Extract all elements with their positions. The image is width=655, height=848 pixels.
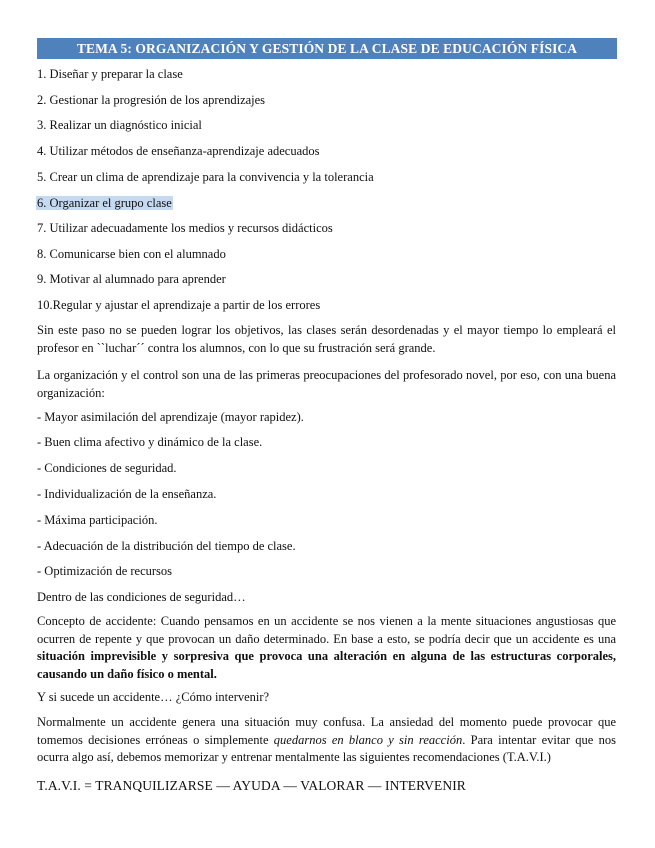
tavi-line: T.A.V.I. = TRANQUILIZARSE — AYUDA — VALORAR — INTERVENIR xyxy=(37,778,466,793)
paragraph-organization: La organización y el control son una de las primeras preocupaciones del profesorado novel, por eso, con una buena organización: xyxy=(37,368,616,400)
step-item: 5. Crear un clima de aprendizaje para la convivencia y la tolerancia xyxy=(37,170,374,184)
step-item: 4. Utilizar métodos de enseñanza-aprendizaje adecuados xyxy=(37,144,320,158)
step-item: 7. Utilizar adecuadamente los medios y recursos didácticos xyxy=(37,221,333,235)
benefit-item: - Optimización de recursos xyxy=(37,564,173,578)
benefit-item: - Adecuación de la distribución del tiempo de clase. xyxy=(37,539,296,553)
step-item-highlighted xyxy=(37,195,173,212)
confusion-tail-text: . Para intentar evitar que nos ocurra algo así, debemos memorizar y entrenar mentalmente las siguientes recomendaciones (T.A.V.I.) xyxy=(37,732,617,764)
highlighted-text: 6. Organizar el grupo clase xyxy=(37,196,172,210)
paragraph-confusion xyxy=(37,714,616,767)
step-item: 8. Comunicarse bien con el alumnado xyxy=(37,247,226,261)
paragraph-accident-concept xyxy=(37,613,616,683)
benefit-item: - Individualización de la enseñanza. xyxy=(37,487,217,501)
accident-definition-bold: situación imprevisible y sorpresiva que provoca una alteración en alguna de las estructuras corporales, causando un daño físico o mental. xyxy=(37,649,616,681)
benefit-item: - Buen clima afectivo y dinámico de la clase. xyxy=(37,435,263,449)
step-item: 2. Gestionar la progresión de los aprendizajes xyxy=(37,93,266,107)
intervention-question: Y si sucede un accidente… ¿Cómo intervenir? xyxy=(37,690,270,704)
accident-lead-text: Concepto de accidente: Cuando pensamos en un accidente se nos vienen a la mente situaciones angustiosas que ocurren de repente y que provocan un daño determinado. En base a esto, se podría decir que un accidente es una xyxy=(37,614,616,646)
safety-intro: Dentro de las condiciones de seguridad… xyxy=(37,590,246,604)
confusion-italic-text: quedarnos en blanco y sin reacción xyxy=(273,732,463,747)
paragraph-objectives: Sin este paso no se pueden lograr los objetivos, las clases serán desordenadas y el mayor tiempo lo empleará el profesor en ``luchar´´ contra los alumnos, con lo que su frustración será grande. xyxy=(37,323,616,355)
step-item: 9. Motivar al alumnado para aprender xyxy=(37,272,226,286)
step-item: 10.Regular y ajustar el aprendizaje a partir de los errores xyxy=(37,298,321,312)
step-item: 1. Diseñar y preparar la clase xyxy=(37,67,183,81)
page-title: TEMA 5: ORGANIZACIÓN Y GESTIÓN DE LA CLASE DE EDUCACIÓN FÍSICA xyxy=(37,38,617,59)
confusion-lead-text: Normalmente un accidente genera una situación muy confusa. La ansiedad del momento puede provocar que tomemos decisiones erróneas o simplemente xyxy=(37,715,616,747)
benefit-item: - Mayor asimilación del aprendizaje (mayor rapidez). xyxy=(37,410,304,424)
benefit-item: - Máxima participación. xyxy=(37,513,158,527)
benefit-item: - Condiciones de seguridad. xyxy=(37,461,177,475)
step-item: 3. Realizar un diagnóstico inicial xyxy=(37,118,202,132)
